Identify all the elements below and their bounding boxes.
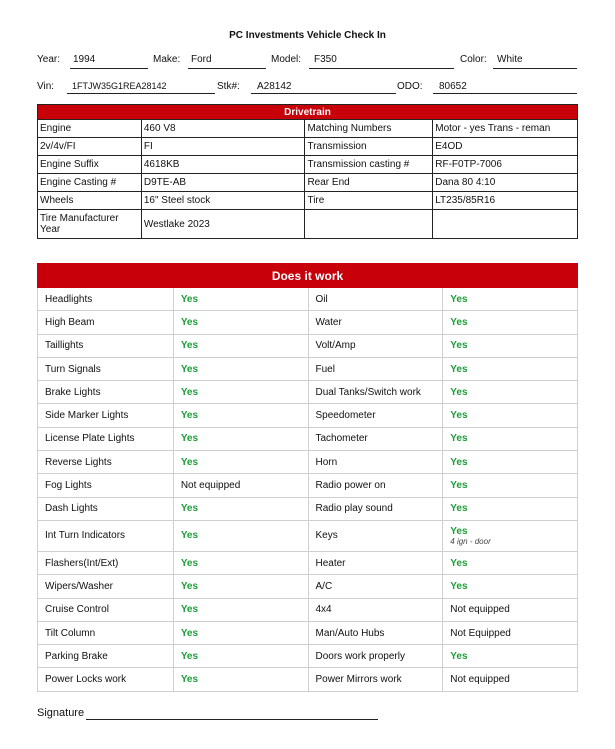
drivetrain-label-cell: Transmission casting #: [305, 156, 433, 174]
drivetrain-row: [38, 138, 578, 156]
check-item-label: Wipers/Washer: [38, 575, 174, 598]
check-item-label: Turn Signals: [38, 357, 174, 380]
check-item-label: Radio play sound: [308, 497, 443, 520]
drivetrain-row: [38, 174, 578, 192]
check-item-label: Tilt Column: [38, 621, 174, 644]
status-text: Yes: [180, 580, 199, 592]
check-item-status: [173, 451, 308, 474]
drivetrain-label-cell: Matching Numbers: [305, 120, 433, 138]
check-item-status: [443, 334, 578, 357]
status-text: Yes: [450, 650, 468, 662]
status-text: Yes: [450, 433, 468, 445]
status-text: Yes: [180, 340, 199, 352]
status-text: Yes: [450, 410, 468, 422]
check-item-status: [173, 645, 308, 668]
drivetrain-label-cell: Engine Casting #: [38, 174, 142, 192]
status-text: Yes: [450, 456, 468, 468]
drivetrain-label-cell: Rear End: [305, 174, 433, 192]
check-item-label: Headlights: [38, 288, 174, 311]
check-item-status: [443, 474, 578, 497]
drivetrain-value-cell: LT235/85R16: [433, 192, 578, 210]
check-item-status: [173, 357, 308, 380]
check-item-label: Reverse Lights: [38, 451, 174, 474]
check-item-label: Water: [308, 311, 443, 334]
vin-value: 1FTJW35G1REA28142: [72, 81, 167, 91]
status-text: Yes: [450, 525, 468, 537]
check-item-label: Fuel: [308, 357, 443, 380]
check-item-label: Power Locks work: [38, 668, 174, 691]
drivetrain-label-cell: Engine: [38, 120, 142, 138]
check-item-label: Keys: [308, 520, 443, 551]
check-item-label: Dash Lights: [38, 497, 174, 520]
check-item-label: Man/Auto Hubs: [308, 621, 443, 644]
check-row: [38, 598, 578, 621]
check-item-status: [173, 668, 308, 691]
status-text: Not equipped: [450, 604, 510, 616]
drivetrain-row: [38, 156, 578, 174]
status-text: Yes: [180, 363, 199, 375]
model-value: F350: [314, 54, 337, 65]
drivetrain-label-cell: 2v/4v/FI: [38, 138, 142, 156]
check-item-label: Power Mirrors work: [308, 668, 443, 691]
drivetrain-label-cell: Tire: [305, 192, 433, 210]
drivetrain-label-cell: Transmission: [305, 138, 433, 156]
check-row: [38, 311, 578, 334]
odo-value: 80652: [439, 81, 467, 92]
check-row: [38, 381, 578, 404]
model-label: Model:: [271, 54, 302, 65]
status-text: Yes: [180, 530, 199, 542]
status-text: Yes: [180, 627, 199, 639]
color-label: Color:: [460, 54, 487, 65]
drivetrain-value-cell: Westlake 2023: [141, 210, 305, 239]
does-it-work-table: [37, 263, 578, 692]
check-row: [38, 357, 578, 380]
status-text: Yes: [180, 456, 199, 468]
drivetrain-value-cell: 460 V8: [141, 120, 305, 138]
drivetrain-row: [38, 192, 578, 210]
vin-label: Vin:: [37, 81, 55, 92]
check-item-status: [443, 645, 578, 668]
check-item-status: [443, 551, 578, 574]
status-text: Yes: [450, 503, 468, 515]
drivetrain-label-cell: Engine Suffix: [38, 156, 142, 174]
drivetrain-value-cell: Dana 80 4:10: [433, 174, 578, 192]
stk-value: A28142: [257, 81, 292, 92]
status-text: Yes: [180, 650, 199, 662]
check-item-label: Heater: [308, 551, 443, 574]
status-text: Yes: [180, 604, 199, 616]
check-item-label: High Beam: [38, 311, 174, 334]
status-text: Yes: [450, 480, 468, 492]
check-item-status: [443, 497, 578, 520]
drivetrain-value-cell: D9TE-AB: [141, 174, 305, 192]
check-row: [38, 621, 578, 644]
status-text: Yes: [450, 316, 468, 328]
status-text: Yes: [450, 340, 468, 352]
check-item-label: Parking Brake: [38, 645, 174, 668]
check-item-status: [173, 497, 308, 520]
check-row: [38, 551, 578, 574]
check-item-status: [443, 311, 578, 334]
check-item-label: Horn: [308, 451, 443, 474]
check-item-label: Side Marker Lights: [38, 404, 174, 427]
status-text: Yes: [180, 503, 199, 515]
status-text: Yes: [180, 316, 199, 328]
check-item-status: [173, 311, 308, 334]
check-row: [38, 575, 578, 598]
check-row: [38, 404, 578, 427]
check-item-label: Doors work properly: [308, 645, 443, 668]
drivetrain-value-cell: 16" Steel stock: [141, 192, 305, 210]
drivetrain-value-cell: Motor - yes Trans - reman: [433, 120, 578, 138]
check-item-status: [443, 575, 578, 598]
check-item-status: [443, 357, 578, 380]
drivetrain-value-cell: 4618KB: [141, 156, 305, 174]
page-title: PC Investments Vehicle Check In: [229, 30, 386, 41]
check-item-status: [443, 404, 578, 427]
color-value: White: [497, 54, 523, 65]
check-item-status: [173, 621, 308, 644]
check-item-label: Taillights: [38, 334, 174, 357]
signature-line[interactable]: [86, 719, 378, 720]
check-item-label: Speedometer: [308, 404, 443, 427]
drivetrain-value-cell: E4OD: [433, 138, 578, 156]
check-item-status: [443, 621, 578, 644]
stk-label: Stk#:: [217, 81, 240, 92]
signature-label: Signature: [37, 707, 85, 719]
status-text: Not Equipped: [450, 627, 511, 639]
status-text: Yes: [450, 580, 468, 592]
check-item-label: Cruise Control: [38, 598, 174, 621]
drivetrain-table: [37, 104, 578, 239]
check-item-status: [173, 427, 308, 450]
year-value: 1994: [73, 54, 96, 65]
check-item-label: Radio power on: [308, 474, 443, 497]
check-item-label: License Plate Lights: [38, 427, 174, 450]
check-item-label: Tachometer: [308, 427, 443, 450]
drivetrain-label-cell: [305, 210, 433, 239]
status-text: Yes: [180, 386, 199, 398]
status-text: Yes: [180, 557, 199, 569]
does-it-work-heading: Does it work: [38, 264, 578, 288]
odo-label: ODO:: [397, 81, 423, 92]
status-note: 4 ign - door: [450, 536, 491, 546]
check-item-status: [443, 598, 578, 621]
drivetrain-row: [38, 210, 578, 239]
drivetrain-label-cell: Tire Manufacturer Year: [38, 210, 142, 239]
status-text: Yes: [450, 386, 468, 398]
check-item-status: [443, 288, 578, 311]
check-item-label: Volt/Amp: [308, 334, 443, 357]
check-item-status: [443, 520, 578, 551]
check-item-label: A/C: [308, 575, 443, 598]
drivetrain-value-cell: RF-F0TP-7006: [433, 156, 578, 174]
drivetrain-value-cell: [433, 210, 578, 239]
status-text: Yes: [180, 410, 199, 422]
check-item-status: [173, 334, 308, 357]
check-item-status: [443, 451, 578, 474]
check-item-label: Fog Lights: [38, 474, 174, 497]
drivetrain-heading: Drivetrain: [38, 105, 578, 120]
check-item-label: 4x4: [308, 598, 443, 621]
status-text: Yes: [180, 293, 199, 305]
check-item-status: [443, 427, 578, 450]
check-item-status: [443, 668, 578, 691]
check-item-status: [173, 474, 308, 497]
check-row: [38, 645, 578, 668]
drivetrain-value-cell: FI: [141, 138, 305, 156]
check-row: [38, 288, 578, 311]
check-item-label: Brake Lights: [38, 381, 174, 404]
year-label: Year:: [37, 54, 60, 65]
check-item-status: [173, 381, 308, 404]
make-value: Ford: [191, 54, 212, 65]
status-text: Not equipped: [180, 480, 241, 492]
status-text: Yes: [180, 433, 199, 445]
check-item-status: [443, 381, 578, 404]
status-text: Not equipped: [450, 674, 510, 686]
check-row: [38, 474, 578, 497]
check-row: [38, 427, 578, 450]
check-item-label: Flashers(Int/Ext): [38, 551, 174, 574]
check-item-status: [173, 520, 308, 551]
check-row: [38, 334, 578, 357]
drivetrain-label-cell: Wheels: [38, 192, 142, 210]
check-item-label: Oil: [308, 288, 443, 311]
check-row: [38, 451, 578, 474]
check-item-label: Dual Tanks/Switch work: [308, 381, 443, 404]
check-item-label: Int Turn Indicators: [38, 520, 174, 551]
check-item-status: [173, 288, 308, 311]
check-item-status: [173, 404, 308, 427]
drivetrain-row: [38, 120, 578, 138]
check-item-status: [173, 575, 308, 598]
check-item-status: [173, 551, 308, 574]
status-text: Yes: [450, 557, 468, 569]
check-row: [38, 520, 578, 551]
check-row: [38, 497, 578, 520]
status-text: Yes: [180, 674, 199, 686]
status-text: Yes: [450, 293, 468, 305]
check-row: [38, 668, 578, 691]
status-text: Yes: [450, 363, 468, 375]
check-item-status: [173, 598, 308, 621]
make-label: Make:: [153, 54, 181, 65]
